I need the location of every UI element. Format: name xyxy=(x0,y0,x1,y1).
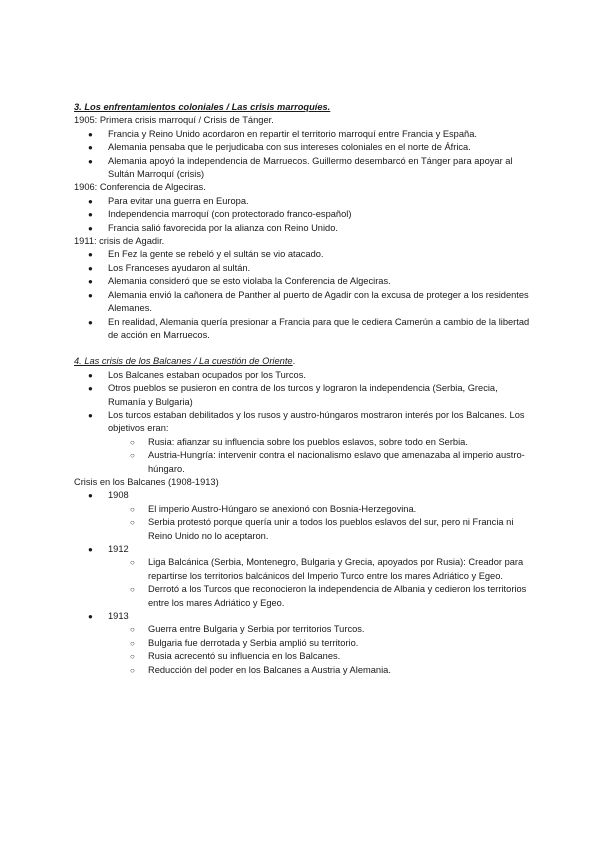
list-item: ● Alemania apoyó la independencia de Marruecos. Guillermo desembarcó en Tánger para apoyar al Sultán Marroquí (crisis) xyxy=(88,155,513,180)
crisis-1911-list xyxy=(74,248,534,342)
bullet-icon: ● xyxy=(88,317,93,327)
section-3-title: 3. Los enfrentamientos coloniales / Las crisis marroquíes. xyxy=(74,102,331,112)
sub-list-item: ○ Serbia protestó porque quería unir a todos los pueblos eslavos del sur, pero ni Francia ni Reino Unido no lo aceptaron. xyxy=(130,517,514,541)
hollow-bullet-icon: ○ xyxy=(130,638,135,648)
hollow-bullet-icon: ○ xyxy=(130,625,135,635)
bullet-icon: ● xyxy=(88,250,93,260)
bullet-icon: ● xyxy=(88,277,93,287)
hollow-bullet-icon: ○ xyxy=(130,504,135,514)
bullet-icon: ● xyxy=(88,410,93,420)
sub-list-item: ○ Rusia acrecentó su influencia en los Balcanes. xyxy=(74,650,534,663)
sub-list-item: ○ Rusia: afianzar su influencia sobre los pueblos eslavos, sobre todo en Serbia. xyxy=(74,436,534,449)
list-item: ● Otros pueblos se pusieron en contra de los turcos y lograron la independencia (Serbia, Grecia, Rumanía y Bulgaria) xyxy=(88,383,498,407)
sub-list-item: ○ Austria-Hungría: intervenir contra el nacionalismo eslavo que amenazaba al imperio austro-húngaro. xyxy=(130,450,525,474)
conference-1906-list xyxy=(74,195,534,235)
bullet-icon: ● xyxy=(88,143,93,153)
bullet-icon: ● xyxy=(88,370,93,380)
bullet-icon: ● xyxy=(88,129,93,139)
crisis-1905-list xyxy=(74,128,534,182)
sub-list-item: ○ Bulgaria fue derrotada y Serbia amplió su territorio. xyxy=(74,637,534,650)
section-4-title-period: . xyxy=(292,356,296,367)
list-item: ● Alemania envió la cañonera de Panther al puerto de Agadir con la excusa de proteger a los residentes Alemanes. xyxy=(88,289,529,314)
balkans-list xyxy=(74,369,534,476)
list-item: ● Los turcos estaban debilitados y los rusos y austro-húngaros mostraron interés por los Balcanes. Los objetivos eran: xyxy=(88,409,525,434)
hollow-bullet-icon: ○ xyxy=(130,518,135,528)
bullet-icon: ● xyxy=(88,545,93,554)
list-item: ● En realidad, Alemania quería presionar a Francia para que le cediera Camerún a cambio de la libertad de acción en Marruecos. xyxy=(88,316,530,340)
sub-list-item: ○ Liga Balcánica (Serbia, Montenegro, Bulgaria y Grecia, apoyados por Rusia): Creador para repartirse los territorios balcánicos del Imperio Turco entre los mares Adriático y Egeo. xyxy=(130,557,524,581)
list-item: ● Los Franceses ayudaron al sultán. xyxy=(74,262,534,275)
document-content xyxy=(74,101,534,677)
sub-list-item: ○ El imperio Austro-Húngaro se anexionó con Bosnia-Herzegovina. xyxy=(74,503,534,516)
section-4-title-text: 4. Las crisis de los Balcanes / La cuestión de Oriente xyxy=(74,356,293,367)
bullet-icon: ● xyxy=(88,290,93,300)
list-item: ● Alemania pensaba que le perjudicaba con sus intereses coloniales en el norte de África. xyxy=(74,141,534,154)
hollow-bullet-icon: ○ xyxy=(130,558,135,568)
sub-list-item: ○ Guerra entre Bulgaria y Serbia por territorios Turcos. xyxy=(74,623,534,636)
balkan-years-list xyxy=(74,489,534,677)
hollow-bullet-icon: ○ xyxy=(130,585,135,595)
sub-list-item: ○ Derrotó a los Turcos que reconocieron la independencia de Albania y cedieron los territorios entre los mares Adriático y Egeo. xyxy=(130,584,527,608)
bullet-icon: ● xyxy=(88,223,93,233)
hollow-bullet-icon: ○ xyxy=(130,652,135,662)
year-item-1908: ● 1908 xyxy=(74,489,534,502)
bullet-icon: ● xyxy=(88,210,93,220)
list-item: ● Los Balcanes estaban ocupados por los Turcos. xyxy=(74,369,534,382)
crisis-1905-label: 1905: Primera crisis marroquí / Crisis de Tánger. xyxy=(74,115,274,126)
list-item: ● Francia y Reino Unido acordaron en repartir el territorio marroquí entre Francia y España. xyxy=(74,128,534,141)
list-item: ● Para evitar una guerra en Europa. xyxy=(74,195,534,208)
year-item-1913: ● 1913 xyxy=(74,610,534,623)
conference-1906-label: 1906: Conferencia de Algeciras. xyxy=(74,182,206,193)
bullet-icon: ● xyxy=(88,612,93,622)
hollow-bullet-icon: ○ xyxy=(130,451,135,461)
list-item: ● Alemania consideró que se esto violaba la Conferencia de Algeciras. xyxy=(74,275,534,288)
bullet-icon: ● xyxy=(88,263,93,273)
hollow-bullet-icon: ○ xyxy=(130,437,135,447)
balkan-crisis-label: Crisis en los Balcanes (1908-1913) xyxy=(74,476,219,487)
bullet-icon: ● xyxy=(88,384,93,394)
sub-list-item: ○ Reducción del poder en los Balcanes a Austria y Alemania. xyxy=(74,664,534,677)
bullet-icon: ● xyxy=(88,491,93,501)
hollow-bullet-icon: ○ xyxy=(130,665,135,675)
section-spacer xyxy=(74,342,534,355)
list-item: ● Francia salió favorecida por la alianza con Reino Unido. xyxy=(74,222,534,235)
bullet-icon: ● xyxy=(88,156,93,166)
section-4-title xyxy=(74,355,534,368)
list-item: ● En Fez la gente se rebeló y el sultán se vio atacado. xyxy=(74,248,534,261)
bullet-icon: ● xyxy=(88,196,93,206)
list-item: ● Independencia marroquí (con protectorado franco-español) xyxy=(74,208,534,221)
crisis-1911-label: 1911: crisis de Agadir. xyxy=(74,236,165,247)
year-item-1912: ● 1912 xyxy=(74,543,534,556)
